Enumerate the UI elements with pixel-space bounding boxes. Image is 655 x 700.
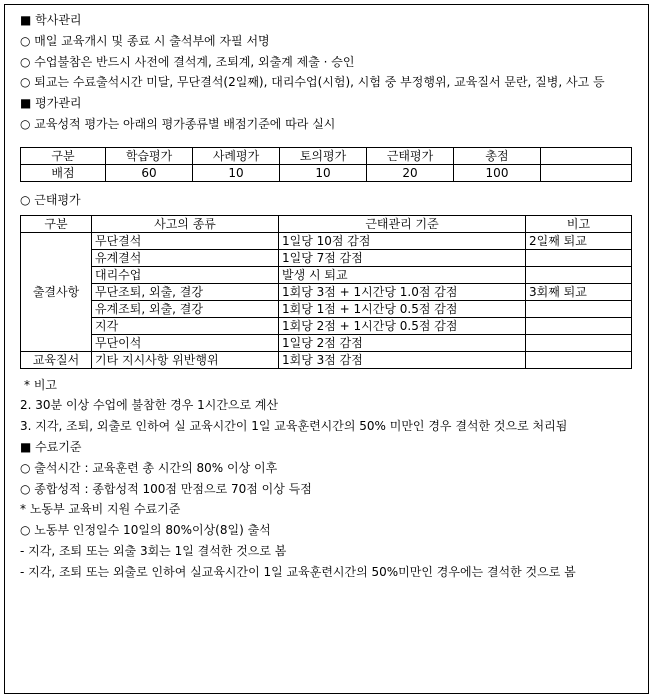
section-title-academic: ■ 학사관리	[20, 13, 82, 27]
remarks-title: * 비고	[24, 377, 57, 392]
att-standard-cell: 1회당 1점 + 1시간당 0.5점 감점	[279, 300, 526, 317]
table-row	[21, 317, 632, 334]
table-row	[21, 266, 632, 283]
completion-item-1: ○ 출석시간 : 교육훈련 총 시간의 80% 이상 이후	[20, 460, 278, 475]
section-title-evaluation: ■ 평가관리	[20, 96, 82, 111]
att-type-cell: 기타 지시사항 위반행위	[92, 351, 279, 368]
document-content	[20, 10, 640, 583]
grade-cell	[541, 164, 632, 181]
att-type-cell: 무단조퇴, 외출, 결강	[92, 283, 279, 300]
att-header-cell: 근태관리 기준	[279, 215, 526, 232]
att-type-cell: 무단결석	[92, 232, 279, 249]
att-standard-cell: 1회당 3점 + 1시간당 1.0점 감점	[279, 283, 526, 300]
att-type-cell: 무단이석	[92, 334, 279, 351]
remark-item-3: 3. 지각, 조퇴, 외출로 인하여 실 교육시간이 1일 교육훈련시간의 50% 미만인 경우 결석한 것으로 처리됨	[20, 419, 568, 434]
grade-table-header	[21, 147, 632, 164]
att-note-cell	[526, 300, 632, 317]
table-row	[21, 232, 632, 249]
att-standard-cell: 1회당 3점 감점	[279, 351, 526, 368]
att-header-cell: 구분	[21, 215, 92, 232]
table-row	[21, 351, 632, 368]
att-standard-cell: 1회당 2점 + 1시간당 0.5점 감점	[279, 317, 526, 334]
academic-item-2: ○ 수업불참은 반드시 사전에 결석계, 조퇴계, 외출계 제출 · 승인	[20, 54, 355, 69]
table-row	[21, 334, 632, 351]
attendance-table-header	[21, 215, 632, 232]
completion-item-6: - 지각, 조퇴 또는 외출로 인하여 실교육시간이 1일 교육훈련시간의 50%미만인 경우에는 결석한 것으로 봄	[20, 564, 576, 579]
grade-header-cell: 학습평가	[106, 147, 193, 164]
att-note-cell	[526, 266, 632, 283]
table-row	[21, 300, 632, 317]
academic-item-1: ○ 매일 교육개시 및 종료 시 출석부에 자필 서명	[20, 33, 270, 48]
grade-header-cell: 총점	[454, 147, 541, 164]
attendance-title: ○ 근태평가	[20, 192, 81, 207]
table-row	[21, 283, 632, 300]
remark-item-2: 2. 30분 이상 수업에 불참한 경우 1시간으로 계산	[20, 398, 279, 413]
att-group-cell: 교육질서	[21, 351, 92, 368]
att-group-cell: 출결사항	[21, 232, 92, 351]
completion-item-4: ○ 노동부 인정일수 10일의 80%이상(8일) 출석	[20, 523, 271, 538]
att-note-cell	[526, 334, 632, 351]
att-note-cell	[526, 249, 632, 266]
att-standard-cell: 1일당 7점 감점	[279, 249, 526, 266]
att-type-cell: 유계결석	[92, 249, 279, 266]
att-note-cell: 2일째 퇴교	[526, 232, 632, 249]
att-type-cell: 유계조퇴, 외출, 결강	[92, 300, 279, 317]
att-note-cell: 3회째 퇴교	[526, 283, 632, 300]
grade-table-row	[21, 164, 632, 181]
completion-item-3: * 노동부 교육비 지원 수료기준	[20, 502, 181, 517]
att-standard-cell: 1일당 2점 감점	[279, 334, 526, 351]
section-title-completion: ■ 수료기준	[20, 439, 82, 454]
att-type-cell: 지각	[92, 317, 279, 334]
grade-cell: 배점	[21, 164, 106, 181]
grade-cell: 10	[193, 164, 280, 181]
att-note-cell	[526, 351, 632, 368]
grade-header-cell: 구분	[21, 147, 106, 164]
evaluation-intro: ○ 교육성적 평가는 아래의 평가종류별 배점기준에 따라 실시	[20, 116, 336, 131]
grade-header-cell: 사례평가	[193, 147, 280, 164]
grade-header-cell	[541, 147, 632, 164]
att-standard-cell: 1일당 10점 감점	[279, 232, 526, 249]
grade-cell: 100	[454, 164, 541, 181]
att-header-cell: 비고	[526, 215, 632, 232]
att-standard-cell: 발생 시 퇴교	[279, 266, 526, 283]
grade-table	[20, 147, 632, 182]
grade-cell: 10	[280, 164, 367, 181]
attendance-table	[20, 215, 632, 369]
grade-header-cell: 근태평가	[367, 147, 454, 164]
table-row	[21, 249, 632, 266]
att-note-cell	[526, 317, 632, 334]
completion-item-5: - 지각, 조퇴 또는 외출 3회는 1일 결석한 것으로 봄	[20, 543, 287, 558]
grade-cell: 60	[106, 164, 193, 181]
academic-item-3: ○ 퇴교는 수료출석시간 미달, 무단결석(2일째), 대리수업(시험), 시험 중 부정행위, 교육질서 문란, 질병, 사고 등	[20, 75, 605, 90]
att-type-cell: 대리수업	[92, 266, 279, 283]
completion-item-2: ○ 종합성적 : 종합성적 100점 만점으로 70점 이상 득점	[20, 481, 312, 496]
grade-cell: 20	[367, 164, 454, 181]
grade-header-cell: 토의평가	[280, 147, 367, 164]
att-header-cell: 사고의 종류	[92, 215, 279, 232]
